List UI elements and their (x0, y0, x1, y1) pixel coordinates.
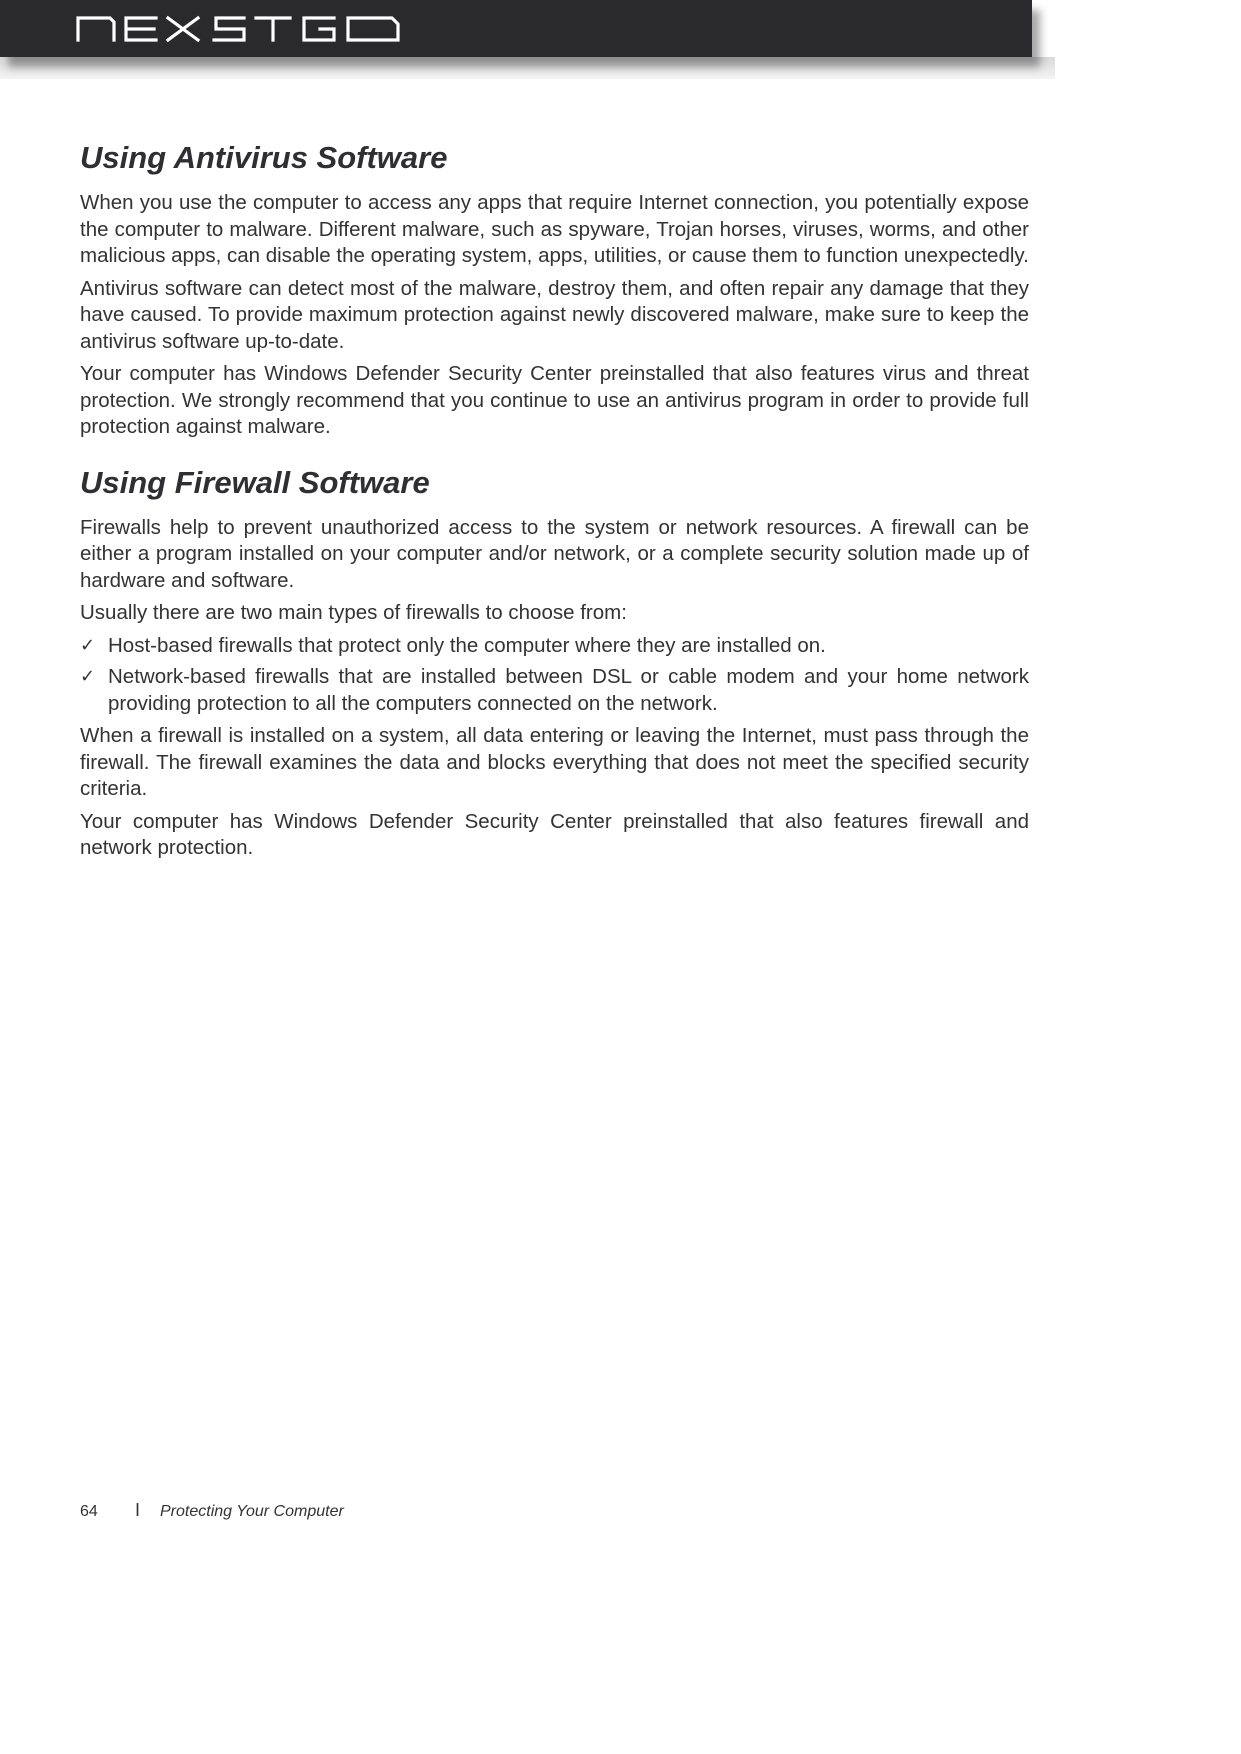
list-item (80, 633, 1029, 660)
firewall-paragraph-4: Your computer has Windows Defender Security Center preinstalled that also features firewall and network protection. (80, 809, 1029, 859)
firewall-section (80, 463, 1029, 862)
antivirus-paragraph-1: When you use the computer to access any apps that require Internet connection, you potentially expose the computer to malware. Different malware, such as spyware, Trojan horses, viruses, worms, and other malicious apps, can disable the operating system, apps, utilities, or cause them to function unexpectedly. (80, 191, 1029, 267)
antivirus-paragraph-3: Your computer has Windows Defender Security Center preinstalled that also features virus and threat protection. We strongly recommend that you continue to use an antivirus program in order to provide full protection against malware. (80, 362, 1029, 438)
page-content (80, 138, 1029, 868)
checkmark-icon: ✓ (80, 666, 96, 687)
header-shadow (0, 57, 1055, 79)
list-item (80, 664, 1029, 717)
footer-section-title: Protecting Your Computer (160, 1503, 344, 1520)
antivirus-paragraph-2: Antivirus software can detect most of the malware, destroy them, and often repair any damage that they have caused. To provide maximum protection against newly discovered malware, make sure to keep the antivirus software up-to-date. (80, 276, 1029, 353)
antivirus-heading: Using Antivirus Software (80, 140, 448, 175)
footer-separator: I (135, 1500, 141, 1520)
firewall-paragraph-3: When a firewall is installed on a system, all data entering or leaving the Internet, must pass through the firewall. The firewall examines the data and blocks everything that does not meet the specified security criteria. (80, 724, 1029, 800)
header-bar (0, 0, 1032, 57)
firewall-paragraph-2: Usually there are two main types of firewalls to choose from: (80, 601, 627, 624)
list-item-text: Network-based firewalls that are installed between DSL or cable modem and your home network providing protection to all the computers connected on the network. (108, 665, 1029, 715)
firewall-paragraph-1: Firewalls help to prevent unauthorized access to the system or network resources. A firewall can be either a program installed on your computer and/or network, or a complete security solution made up of hardware and software. (80, 515, 1029, 592)
firewall-heading: Using Firewall Software (80, 464, 430, 500)
list-item-text: Host-based firewalls that protect only the computer where they are installed on. (108, 633, 826, 657)
brand-logo (76, 14, 402, 42)
antivirus-section (80, 138, 1029, 441)
firewall-type-list (80, 633, 1029, 718)
page-number: 64 (80, 1503, 98, 1520)
checkmark-icon: ✓ (80, 634, 96, 656)
